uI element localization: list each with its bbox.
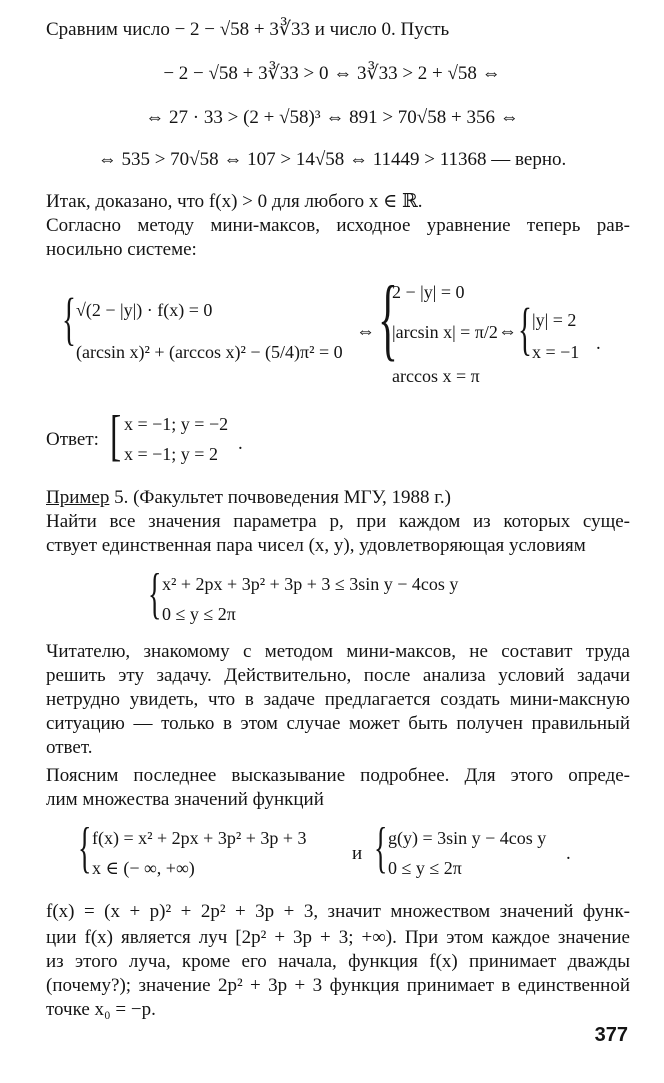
paragraph-line: Поясним последнее высказывание подробнее. Для этого опреде-: [46, 765, 630, 786]
brace-icon: {: [374, 817, 388, 879]
function-def: g(y) = 3sin y − 4cos y: [388, 828, 547, 848]
equivalence-sign: ⇔: [498, 321, 517, 342]
brace-icon: {: [78, 817, 92, 879]
system-equation: 2 − |y| = 0: [392, 282, 465, 302]
system-equation: (arcsin x)² + (arccos x)² − (5/4)π² = 0: [76, 342, 343, 362]
system-equation: x = −1: [532, 342, 580, 362]
example-heading: [46, 486, 451, 510]
paragraph-line: из этого луча, кроме его начала, функция f(x) принимает дважды: [46, 951, 630, 972]
paragraph-line: ситуацию — только в этом случае может быть получен правильный: [46, 713, 630, 734]
example-source: 5. (Факультет почвоведения МГУ, 1988 г.): [109, 487, 451, 508]
paragraph-line: [46, 214, 630, 238]
answer-label: Ответ:: [46, 429, 99, 450]
page-number: 377: [594, 1024, 628, 1046]
condition: x² + 2px + 3p² + 3p + 3 ≤ 3sin y − 4cos y: [162, 574, 459, 594]
period: .: [566, 843, 571, 864]
paragraph-line: Читателю, знакомому с методом мини-максов, не составит труда: [46, 641, 630, 662]
function-domain: x ∈ (− ∞, +∞): [92, 858, 195, 878]
conclusion-line: Итак, доказано, что f(x) > 0 для любого x ∈ ℝ.: [46, 191, 423, 212]
conjunction: и: [352, 843, 363, 864]
formula-line-1: − 2 − √58 + 3∛33 > 0 ⇔ 3∛33 > 2 + √58 ⇔: [163, 63, 501, 84]
paragraph-line: точке x₀ = −p.: [46, 999, 156, 1020]
paragraph-line: носильно системе:: [46, 239, 197, 260]
paragraph-line: ции f(x) является луч [2p² + 3p + 3; +∞). При этом каждое значение: [46, 927, 630, 948]
condition: 0 ≤ y ≤ 2π: [162, 604, 236, 624]
paragraph-line: Найти все значения параметра p, при каждом из которых суще-: [46, 511, 630, 532]
brace-icon: {: [518, 296, 532, 361]
system-equation: arccos x = π: [392, 366, 480, 386]
paragraph-line: нетрудно увидеть, что в задаче предлагается создать мини-максную: [46, 689, 630, 710]
function-domain: 0 ≤ y ≤ 2π: [388, 858, 462, 878]
text: Согласно методу мини-максов, исходное уравнение теперь рав-: [46, 215, 630, 236]
paragraph-line: (почему?); значение 2p² + 3p + 3 функция принимает в единственной: [46, 975, 630, 996]
example-label: Пример: [46, 487, 110, 508]
paragraph-line: решить эту задачу. Действительно, после анализа условий задачи: [46, 665, 630, 686]
brace-icon: {: [62, 286, 76, 351]
answer-line: x = −1; y = 2: [124, 444, 218, 464]
paragraph-line: ствует единственная пара чисел (x, y), удовлетворяющая условиям: [46, 535, 586, 556]
function-def: f(x) = x² + 2px + 3p² + 3p + 3: [92, 828, 307, 848]
paragraph-line: f(x) = (x + p)² + 2p² + 3p + 3, значит множеством значений функ-: [46, 901, 630, 922]
paragraph-line: ответ.: [46, 737, 93, 758]
paragraph-line: лим множества значений функций: [46, 789, 324, 810]
answer-line: x = −1; y = −2: [124, 414, 229, 434]
system-equation: |arcsin x| = π/2: [392, 322, 498, 342]
period: .: [596, 333, 601, 354]
line-compare: Сравним число − 2 − √58 + 3∛33 и число 0. Пусть: [46, 19, 450, 40]
system-equation: |y| = 2: [532, 310, 577, 330]
period: .: [238, 433, 243, 454]
system-equation: √(2 − |y|) · f(x) = 0: [76, 300, 213, 320]
bracket-icon: [: [110, 405, 122, 467]
formula-line-2: ⇔ 27 · 33 > (2 + √58)³ ⇔ 891 > 70√58 + 356 ⇔: [145, 107, 519, 128]
brace-icon: {: [378, 267, 398, 369]
brace-icon: {: [148, 563, 162, 625]
equivalence-sign: ⇔: [356, 321, 375, 342]
formula-line-3: ⇔ 535 > 70√58 ⇔ 107 > 14√58 ⇔ 11449 > 11368 — верно.: [97, 149, 567, 170]
